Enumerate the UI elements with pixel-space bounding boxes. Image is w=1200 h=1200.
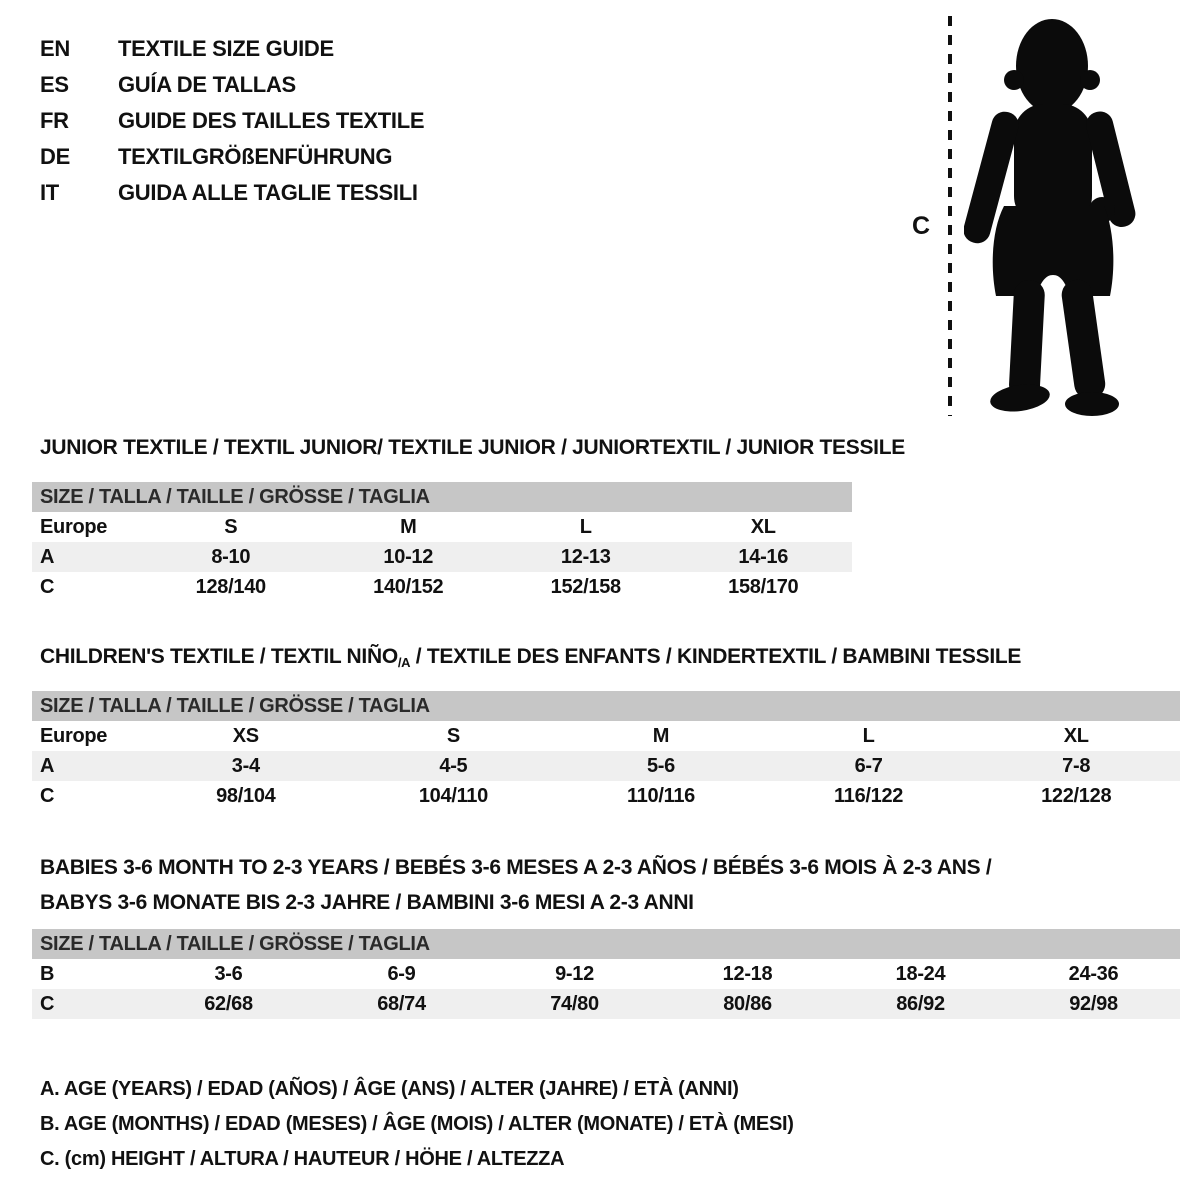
table-row <box>32 512 852 542</box>
lang-code: FR <box>40 108 69 133</box>
cell-value: M <box>652 724 670 747</box>
babies-title-line1: BABIES 3-6 MONTH TO 2-3 YEARS / BEBÉS 3-6 MESES A 2-3 AÑOS / BÉBÉS 3-6 MOIS À 2-3 ANS / <box>40 856 992 879</box>
cell-value: 10-12 <box>383 545 434 568</box>
note-age-months: B. AGE (MONTHS) / EDAD (MESES) / ÂGE (MOIS) / ALTER (MONATE) / ETÀ (MESI) <box>40 1113 794 1135</box>
cell-value: 3-4 <box>231 754 260 777</box>
cell-value: 14-16 <box>738 545 789 568</box>
table-row <box>32 542 852 572</box>
row-label: Europe <box>40 515 108 538</box>
junior-size-header: SIZE / TALLA / TAILLE / GRÖSSE / TAGLIA <box>32 482 852 512</box>
table-row <box>32 751 1180 781</box>
cell-value: S <box>446 724 460 747</box>
cell-value: 5-6 <box>646 754 675 777</box>
row-label: C <box>40 575 55 598</box>
cell-value: L <box>862 724 875 747</box>
cell-value: 152/158 <box>550 575 621 598</box>
junior-section-title: JUNIOR TEXTILE / TEXTIL JUNIOR/ TEXTILE JUNIOR / JUNIORTEXTIL / JUNIOR TESSILE <box>40 436 905 459</box>
cell-value: 6-9 <box>387 962 416 985</box>
cell-value: 7-8 <box>1062 754 1091 777</box>
cell-value: 4-5 <box>439 754 468 777</box>
babies-title-line2: BABYS 3-6 MONATE BIS 2-3 JAHRE / BAMBINI 3-6 MESI A 2-3 ANNI <box>40 891 694 914</box>
height-measure-label: C <box>912 212 931 240</box>
cell-value: 86/92 <box>896 992 945 1015</box>
lang-row-es <box>40 67 424 103</box>
babies-section-title <box>40 850 991 920</box>
row-label: C <box>40 784 55 807</box>
row-label: Europe <box>40 724 108 747</box>
cell-value: S <box>224 515 238 538</box>
note-age-years: A. AGE (YEARS) / EDAD (AÑOS) / ÂGE (ANS) / ALTER (JAHRE) / ETÀ (ANNI) <box>40 1078 739 1100</box>
cell-value: 74/80 <box>550 992 599 1015</box>
row-label: A <box>40 545 55 568</box>
lang-row-en <box>40 31 424 67</box>
children-title-post: / TEXTILE DES ENFANTS / KINDERTEXTIL / BAMBINI TESSILE <box>410 645 1022 668</box>
table-row <box>32 959 1180 989</box>
cell-value: 24-36 <box>1068 962 1119 985</box>
children-title-sub: /A <box>397 655 411 670</box>
cell-value: 9-12 <box>555 962 594 985</box>
cell-value: 18-24 <box>895 962 946 985</box>
table-row <box>32 721 1180 751</box>
babies-size-table <box>32 959 1180 1019</box>
row-label: A <box>40 754 55 777</box>
cell-value: 128/140 <box>195 575 266 598</box>
table-row <box>32 989 1180 1019</box>
cell-value: XL <box>1063 724 1089 747</box>
baby-silhouette-icon <box>964 14 1136 420</box>
row-label: C <box>40 992 55 1015</box>
guide-title: GUIDE DES TAILLES TEXTILE <box>118 108 425 133</box>
cell-value: 92/98 <box>1069 992 1118 1015</box>
children-size-header: SIZE / TALLA / TAILLE / GRÖSSE / TAGLIA <box>32 691 1180 721</box>
cell-value: 140/152 <box>373 575 444 598</box>
cell-value: 110/116 <box>626 784 695 807</box>
lang-code: EN <box>40 36 70 61</box>
cell-value: XL <box>750 515 776 538</box>
cell-value: 8-10 <box>211 545 251 568</box>
babies-size-header: SIZE / TALLA / TAILLE / GRÖSSE / TAGLIA <box>32 929 1180 959</box>
children-title-pre: CHILDREN'S TEXTILE / TEXTIL NIÑO <box>40 645 398 668</box>
lang-row-fr <box>40 103 424 139</box>
table-row <box>32 781 1180 811</box>
lang-row-de <box>40 139 424 175</box>
note-height-cm: C. (cm) HEIGHT / ALTURA / HAUTEUR / HÖHE / ALTEZZA <box>40 1148 565 1170</box>
guide-title: GUÍA DE TALLAS <box>118 72 296 97</box>
height-dashed-line <box>948 16 952 416</box>
cell-value: 104/110 <box>418 784 488 807</box>
lang-code: DE <box>40 144 70 169</box>
cell-value: M <box>400 515 417 538</box>
cell-value: 98/104 <box>216 784 276 807</box>
row-label: B <box>40 962 55 985</box>
table-row <box>32 572 852 602</box>
cell-value: 6-7 <box>854 754 883 777</box>
legend-notes <box>40 1072 794 1177</box>
lang-code: ES <box>40 72 69 97</box>
cell-value: L <box>579 515 592 538</box>
cell-value: 68/74 <box>377 992 426 1015</box>
cell-value: 12-13 <box>560 545 611 568</box>
lang-code: IT <box>40 180 59 205</box>
guide-title: TEXTILE SIZE GUIDE <box>118 36 334 61</box>
cell-value: 80/86 <box>723 992 772 1015</box>
lang-row-it <box>40 175 424 211</box>
guide-title: GUIDA ALLE TAGLIE TESSILI <box>118 180 418 205</box>
children-section-title <box>40 645 1021 670</box>
cell-value: 3-6 <box>214 962 243 985</box>
guide-title: TEXTILGRÖßENFÜHRUNG <box>118 144 393 169</box>
cell-value: 12-18 <box>722 962 773 985</box>
children-size-table <box>32 721 1180 811</box>
cell-value: XS <box>232 724 259 747</box>
cell-value: 62/68 <box>204 992 253 1015</box>
cell-value: 122/128 <box>1041 784 1112 807</box>
junior-size-table <box>32 512 852 602</box>
cell-value: 158/170 <box>728 575 799 598</box>
cell-value: 116/122 <box>834 784 904 807</box>
language-title-list <box>40 31 424 211</box>
